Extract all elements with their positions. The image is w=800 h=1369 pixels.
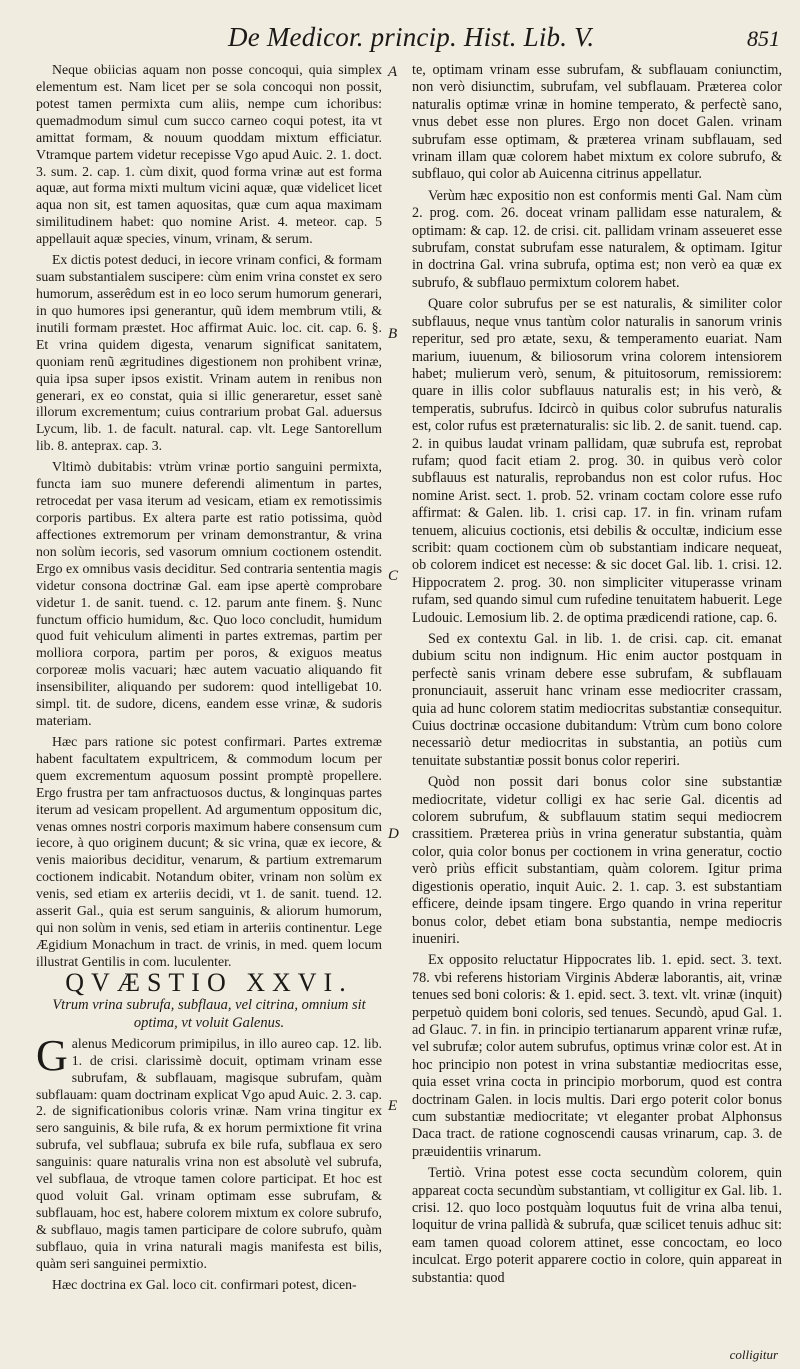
- paragraph: Ex dictis potest deduci, in iecore vrinam confici, & formam suam substantialem suscipere: cùm enim vrina constet ex sero humorum, asserêdum est in eo loco serum humorum generari, in quo humores ipsi generantur, quũ idem membrum vtili, & inutili formam præstet. Hoc affirmat Auic. loc. cit. cap. 6. §. Et vrina quidem digesta, venarum significat sanitatem, quoniam renũ ægritudines digestionem non prohibent vrinæ, quia ipsa super ipsos existit. Vrinam autem in renibus non generari, ex eo constat, quia si illic generaretur, esset sanè illorum excrementum; cuius contrarium probat Gal. aduersus Lycum, lib. 1. de facult. natural. cap. vlt. Lege Santorellum lib. 8. anteprax. cap. 3.: [36, 252, 382, 454]
- margin-letter-a: A: [388, 64, 398, 80]
- right-column: [412, 62, 782, 1291]
- margin-letter-b: B: [388, 326, 398, 342]
- paragraph: Hæc doctrina ex Gal. loco cit. confirmari potest, dicen-: [52, 1276, 357, 1292]
- question-subtitle: Vtrum vrina subrufa, subflaua, vel citrina, omnium sit optima, vt voluit Galenus.: [52, 996, 366, 1031]
- paragraph: Quòd non possit dari bonus color sine substantiæ mediocritate, videtur colligi ex hac serie Gal. dicentis ad colorem subrufum, & subflauum statim sequi mediocrem crassitiem. Præterea priùs in vrina generatur substantia, quàm color, quia color bonus per coctionem in vrina generatur, coctio verò priùs efficit substantiam, quàm colorem. Igitur prima digestionis operatio, inquit Auic. 2. 1. cap. 3. est substantiam efficere, deinde ipsam tingere. Ergo quando in vrina reperitur bonus color, debet etiam bona substantia, nempe mediocris inueniri.: [412, 774, 782, 947]
- paragraph: Ex opposito reluctatur Hippocrates lib. 1. epid. sect. 3. text. 78. vbi referens historiam Virginis Abderæ laborantis, ait, vrinæ tenues sed boni coloris: & 1. epid. sect. 3. text. vlt. vrinæ (inquit) perpetuò quidem boni coloris, sed tenues. Secundò, apud Gal. 1. ad Glauc. 7. in fin. in principio tertianarum apparent vrinæ rufæ, vel subrufæ; color autem subrufus, optimus vrinæ color est. At in hoc principio non potest in vrina substantiæ mediocritas esse, quia esset vrina cocta in principio morborum, quod est contra doctrinam Galen. in locis multis. Dari ergo poterit color bonus cum substantiæ mediocritate; vt eleganter probat Alphonsus Daca tract. de ratione cognoscendi causas vrinarum, cap. 3. de præuidentiis vrinarum.: [412, 952, 782, 1160]
- paragraph: Tertiò. Vrina potest esse cocta secundùm colorem, quin appareat cocta secundùm substantiam, vt colligitur ex Gal. lib. 1. crisi. 12. quo loco postquàm loquutus fuit de vrina alba tenui, loquitur de vrina pallidà & subrufa, quæ scilicet tenuis adhuc sit: eam tamen quoad colorem attinet, esse concoctam, eo loco inculcat. Ergo poterit apparere coctio in colore, quin appareat in substantia: quod: [412, 1165, 782, 1286]
- question-title: QVÆSTIO XXVI.: [65, 967, 353, 997]
- catchword: colligitur: [729, 1347, 778, 1362]
- paragraph: Neque obiicias aquam non posse concoqui, quia simplex elementum est. Nam licet per se sola concoqui non possit, potest tamen permixta cum aliis, nempe cum ichoribus: quemadmodum simul cum succo carneo coqui potest, ita vt amittat formam, & nouum quoddam mixtum efficiatur. Vtramque partem videtur recepisse Vgo apud Auic. 2. 1. doct. 3. sum. 2. cap. 1. cùm dixit, quod forma vrinæ aut est forma aquæ, aut forma mixti multum vicini aquæ, quæ videlicet licet aqua non sit, est tamen aquositas, quæ cum aqua maximam similitudinem habet: quo nomine Arist. 4. meteor. cap. 5 appellauit aquæ species, vinum, vrinam, & serum.: [36, 62, 382, 247]
- left-column: [36, 62, 382, 1298]
- paragraph: Verùm hæc expositio non est conformis menti Gal. Nam cùm 2. prog. com. 26. doceat vrinam pallidam esse naturalem, & optimam: & cap. 12. de crisi. cit. pallidam vrinam asseueret esse subrufam, constat subrufam esse naturalem, & optimam. Igitur in doctrina Gal. vrina subrufa, optima est; non verò ea quæ ex subrufo, & subflauo permixtum colorem habet.: [412, 187, 782, 291]
- margin-letter-e: E: [388, 1098, 398, 1114]
- paragraph: Vltimò dubitabis: vtrùm vrinæ portio sanguini permixta, functa iam suo munere deferendi alimentum in partes, retrocedat per vasa iterum ad vesicam, etiam ex remotissimis corporis partibus. Ex altera parte est ratio potissima, quòd affectiones extremorum per vrinam demonstrantur, & vrina non solùm iecoris, sed vasorum omnium coctionem ostendit. Ergo ex omnibus vasis deciditur. Sed contraria sententia magis videtur consona doctrinæ Gal. eam ipse apertè comprobare videtur 1. de sanit. tuend. c. 12. parum ante finem. §. Nunc functum officio humidum, &c. Quo loco concludit, humidum quod fuit vehiculum alimenti in partes extremas, partim per molliora corpora, partim per poros, & exiguos meatus corporeæ molis vacuari; hæc autem vacuatio aliquando fit insensibiliter, aliquando per sudorem: quod intelligebat 10. simpl. tit. de sudore, dicens, eandem esse vrinæ, & sudoris materiam.: [36, 459, 382, 729]
- paragraph: te, optimam vrinam esse subrufam, & subflauam coniunctim, non verò disiunctim, subrufam, vel subflauam. Præterea color naturalis optimæ vrinæ in homine temperato, & perfectè sano, vnus debet esse non plures. Ergo non docet Galen. vrinam subrufam esse optimam, & præterea vrinam subflauam, sed vrinam illam quæ colorem habet mixtum ex colore subrufo, & subflauo, qui color ab Auicenna citrinus appellatur.: [412, 62, 782, 183]
- margin-letter-c: C: [388, 568, 399, 584]
- running-title: De Medicor. princip. Hist. Lib. V.: [228, 22, 595, 52]
- paragraph: Quare color subrufus per se est naturalis, & similiter color subflauus, neque vnus tantùm color naturalis in sanorum vrinis reperitur, sed pro ætate, sexu, & temperamento euariat. Nam marium, iuuenum, & biliosorum vrina colorem intensiorem habet; mulierum verò, senum, & pituitosorum, remissiorem: quare in illis color subflauus naturalis est; in his verò, & temperatis, subrufus. Idcircò in quibus color subrufus naturalis est, color rufus est præternaturalis: sic lib. 2. de sanit. tuend. cap. 2. in quibus laudat vrinam pallidam, quæ subrufa est, reprobat rufam; quod facit etiam 2. prog. 30. in quibus verò color subflauus est naturalis, reprobandus non est color rufus. Hoc nomine Arist. sect. 1. prob. 52. vrinam coctam colore esse rufo affirmat: & Galen. lib. 1. crisi cap. 17. in fin. vrinam rufam tenuem, alicuius coctionis, etsi debilis & occultæ, indicium esse scribit: quam coctionem cùm ob substantiam indicare nequeat, ob colorem indicet est necesse: & sic docet Gal. lib. 1. crisi. 12. Hippocratem 2. prog. 30. non simpliciter vituperasse vrinam rufam, sed quando simul cum rufedine tenuitatem habuerit. Lege Ludouic. Lemosium lib. 2. de optima prædicendi ratione, cap. 6.: [412, 296, 782, 626]
- paragraph: Sed ex contextu Gal. in lib. 1. de crisi. cap. cit. emanat dubium scitu non indignum. Hic enim auctor postquam in perfectè sanis vrinam debere esse subrufam, & subflauam pronunciauit, asseruit hanc vrinam esse mediocriter crassam, quia ad hunc colorem statim mediocritas substantiæ consequitur. Cuius doctrinæ occasione dubitandum: Vtrùm cum bono colore necessariò detur mediocritas in substantia, an potiùs cum tenuitate substantiæ possit bonus color reperiri.: [412, 631, 782, 769]
- page-number: 851: [747, 26, 780, 51]
- drop-cap: G: [36, 1030, 68, 1080]
- paragraph: Hæc pars ratione sic potest confirmari. Partes extremæ habent facultatem expultricem, & commodum locum per quem excrementum aquosum possint promptè propellere. Ergo frustra per tam anfractuosos ductus, & longinquas partes iterum ad vesicam propellent. Ad argumentum oppositum dic, venas omnes nostri corporis maximum habere consensum cum iecore, à quo originem ducunt; & sic vrina, quæ ex iecore, & venis maioribus deciditur, venarum, & partium extremarum coctionem indicabit. Notandum obiter, vrinam non solùm ex venis, sed etiam ex arteriis decidi, vt 1. de sanit. tuend. 12. asserit Gal., quia est serum sanguinis, & aliorum humorum, qui non solùm in venis, sed etiam in arteriis continentur. Lege Ægidium Monachum in tract. de vrinis, in med. quem locum illustrat Gentilis in com. luculenter.: [36, 733, 382, 969]
- dropcap-paragraph: [36, 1030, 382, 1273]
- running-head: [0, 18, 800, 58]
- paragraph-text: alenus Medicorum primipilus, in illo aureo cap. 12. lib. 1. de crisi. clarissimè docuit, optimam vrinam esse subrufam, & subflauam, magisque subrufam, quàm subflauam: quam doctrinam explicat Vgo apud Auic. 2. 3. cap. 2. de significationibus coloris vrinæ. Nam vrina tingitur ex sero sanguinis, & bile rufa, & ex horum permixtione fit vrina subrufa, vel subflaua; subrufa ex bile rufa, subflaua ex sero sanguinis: quare naturalis vrina non est absolutè vel subrufa, vel subflaua, de vtroque tamen colore participat. Et hoc est quod voluit Gal. vrinam optimam esse subrufam, & subflauam, hoc est, habere colorem mixtum ex colore subrufo, & subflauo, magis tamen participare de colore subrufo, quàm subflauo, quia in vrina naturali magis manifesta est bilis, quàm seri sanguinei permixtio.: [36, 1035, 382, 1271]
- margin-letter-d: D: [388, 826, 399, 842]
